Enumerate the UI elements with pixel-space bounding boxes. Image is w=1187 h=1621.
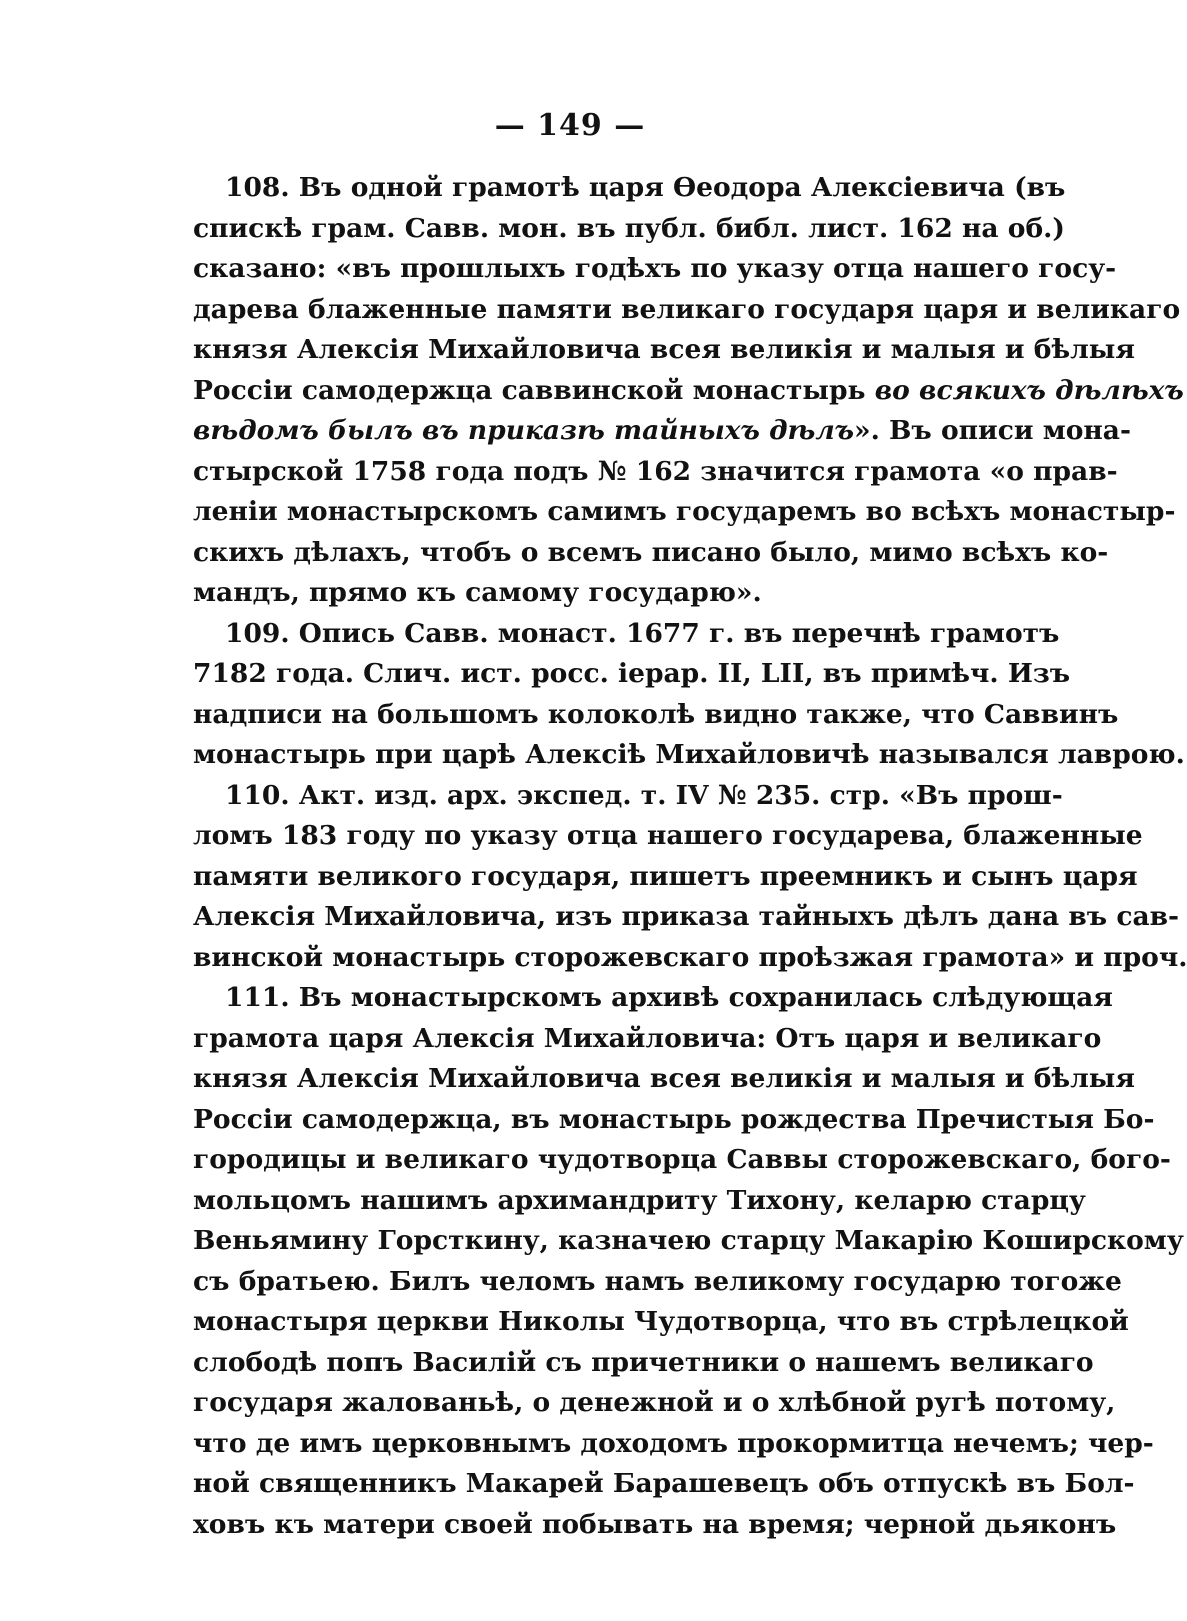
text-segment: слободѣ попъ Василій съ причетники о нашемъ великаго: [193, 1346, 1094, 1378]
text-segment: Алексія Михайловича, изъ приказа тайныхъ дѣлъ дана въ сав-: [193, 901, 1180, 932]
text-line: [193, 1464, 1135, 1505]
text-segment: монастырь при царѣ Алексіѣ Михайловичѣ назывался лаврою.: [193, 739, 1185, 770]
text-segment: князя Алексія Михайловича всея великія и малыя и бѣлыя: [193, 1063, 1135, 1094]
text-line: [193, 371, 1184, 412]
text-line: [193, 290, 1181, 331]
text-line: [193, 1100, 1155, 1141]
text-line: [193, 1262, 1122, 1303]
text-segment: мандъ, прямо къ самому государю».: [193, 577, 762, 608]
text-segment: государя жалованьѣ, о денежной и о хлѣбной ругѣ потому,: [193, 1387, 1116, 1418]
text-segment: монастыря церкви Николы Чудотворца, что въ стрѣлецкой: [193, 1306, 1129, 1337]
text-segment: надписи на большомъ колоколѣ видно также, что Саввинъ: [193, 698, 1119, 730]
page-body-text: [193, 168, 1187, 1545]
text-segment: ». Въ описи мона-: [854, 415, 1131, 446]
text-line: [193, 330, 1135, 371]
text-line: [193, 897, 1180, 938]
text-line: [193, 1221, 1184, 1262]
text-line: [193, 978, 1113, 1019]
text-segment: Россіи самодержца саввинской монастырь: [193, 374, 875, 406]
text-segment: Веньямину Горсткину, казначею старцу Макарію Коширскому: [193, 1225, 1184, 1256]
text-segment: 7182 года. Слич. ист. росс. іерар. II, LII, въ примѣч. Изъ: [193, 658, 1071, 689]
text-line: [193, 1505, 1117, 1546]
text-segment: 108. Въ одной грамотѣ царя Өеодора Алексіевича (въ: [225, 172, 1066, 203]
text-segment: леніи монастырскомъ самимъ государемъ во всѣхъ монастыр-: [193, 496, 1176, 527]
text-segment: спискѣ грам. Савв. мон. въ публ. библ. лист. 162 на об.): [193, 212, 1065, 244]
text-segment: 109. Опись Савв. монаст. 1677 г. въ перечнѣ грамотъ: [225, 617, 1060, 649]
text-line: [193, 735, 1185, 776]
text-line: [193, 411, 1131, 452]
text-line: [193, 1059, 1135, 1100]
text-line: [193, 816, 1143, 857]
text-line: [193, 776, 1063, 817]
text-line: [193, 1181, 1086, 1222]
italic-segment: во всякихъ дѣлѣхъ: [874, 374, 1184, 406]
text-line: [193, 938, 1187, 979]
text-line: [193, 168, 1066, 209]
text-segment: 110. Акт. изд. арх. экспед. т. IV № 235. стр. «Въ прош-: [225, 779, 1063, 811]
text-segment: 111. Въ монастырскомъ архивѣ сохранилась слѣдующая: [225, 982, 1113, 1013]
text-line: [193, 614, 1060, 655]
text-segment: ховъ къ матери своей побывать на время; черной дьяконъ: [193, 1508, 1117, 1540]
text-line: [193, 492, 1176, 533]
text-line: [193, 1019, 1102, 1060]
text-segment: ной священникъ Макарей Барашевецъ объ отпускѣ въ Бол-: [193, 1468, 1135, 1499]
text-line: [193, 695, 1119, 736]
text-line: [193, 1140, 1171, 1181]
text-segment: ломъ 183 году по указу отца нашего государева, блаженные: [193, 820, 1143, 851]
text-line: [193, 573, 950, 614]
text-segment: городицы и великаго чудотворца Саввы сторожевскаго, бого-: [193, 1144, 1171, 1175]
text-segment: грамота царя Алексія Михайловича: Отъ царя и великаго: [193, 1022, 1102, 1054]
text-segment: памяти великого государя, пишетъ преемникъ и сынъ царя: [193, 860, 1138, 892]
text-line: [193, 249, 1117, 290]
text-segment: дарева блаженные памяти великаго государя царя и великаго: [193, 293, 1181, 325]
text-segment: скихъ дѣлахъ, чтобъ о всемъ писано было, мимо всѣхъ ко-: [193, 536, 1109, 568]
text-line: [193, 1343, 1094, 1384]
text-segment: сказано: «въ прошлыхъ годѣхъ по указу отца нашего госу-: [193, 253, 1117, 284]
text-line: [193, 1383, 1116, 1424]
text-segment: Россіи самодержца, въ монастырь рождества Пречистыя Бо-: [193, 1103, 1155, 1135]
text-line: [193, 452, 1118, 493]
text-segment: съ братьею. Билъ челомъ намъ великому государю тогоже: [193, 1265, 1122, 1297]
text-segment: князя Алексія Михайловича всея великія и малыя и бѣлыя: [193, 334, 1135, 365]
text-segment: винской монастырь сторожевскаго проѣзжая грамота» и проч.: [193, 941, 1187, 973]
text-line: [193, 654, 1071, 695]
text-line: [193, 209, 1065, 250]
italic-segment: вѣдомъ былъ въ приказѣ тайныхъ дѣлъ: [193, 415, 854, 446]
text-line: [193, 1302, 1129, 1343]
text-segment: мольцомъ нашимъ архимандриту Тихону, келарю старцу: [193, 1184, 1086, 1216]
text-line: [193, 533, 1109, 574]
text-line: [193, 857, 1138, 898]
text-line: [193, 1424, 1154, 1465]
page-number: — 149 —: [494, 108, 646, 143]
text-segment: стырской 1758 года подъ № 162 значится грамота «о прав-: [193, 455, 1118, 487]
text-segment: что де имъ церковнымъ доходомъ прокормитца нечемъ; чер-: [193, 1427, 1154, 1459]
